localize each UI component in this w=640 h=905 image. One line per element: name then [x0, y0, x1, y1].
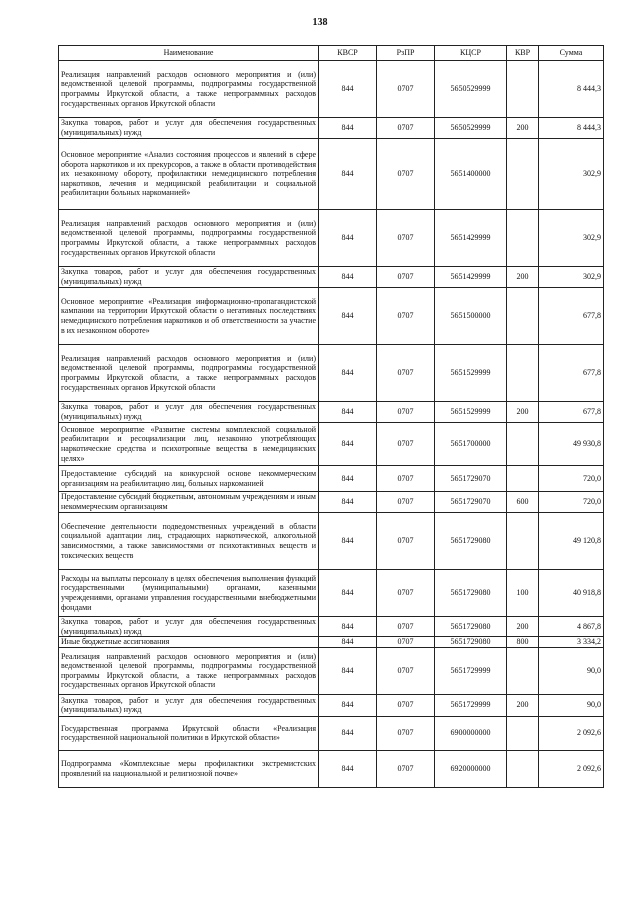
cell-sum: 90,0 [539, 694, 604, 716]
cell-kvr [507, 345, 539, 402]
header-name: Наименование [59, 46, 319, 61]
cell-kvr: 600 [507, 492, 539, 513]
cell-kvsr: 844 [319, 492, 377, 513]
cell-kvsr: 844 [319, 513, 377, 570]
table-row [59, 513, 604, 570]
cell-rzpr: 0707 [377, 288, 435, 345]
cell-rzpr: 0707 [377, 267, 435, 288]
cell-kvr [507, 513, 539, 570]
cell-kvr [507, 61, 539, 118]
cell-name: Реализация направлений расходов основного мероприятия и (или) ведомственной целевой программы, подпрограммы государственной программы Иркутской области, а также непрограммных расходов государственных органов Иркутской области [59, 210, 319, 267]
cell-sum: 302,9 [539, 139, 604, 210]
cell-kcsr: 5651729999 [435, 647, 507, 694]
header-rzpr: РзПР [377, 46, 435, 61]
cell-kcsr: 5650529999 [435, 61, 507, 118]
cell-kcsr: 5651529999 [435, 402, 507, 423]
cell-sum: 677,8 [539, 288, 604, 345]
cell-sum: 720,0 [539, 492, 604, 513]
header-row [59, 46, 604, 61]
cell-name: Иные бюджетные ассигнования [59, 637, 319, 648]
table-row [59, 694, 604, 716]
cell-kvsr: 844 [319, 267, 377, 288]
cell-kcsr: 5651729080 [435, 513, 507, 570]
cell-kcsr: 5651729080 [435, 617, 507, 637]
cell-kvr [507, 716, 539, 750]
table-row [59, 647, 604, 694]
cell-name: Закупка товаров, работ и услуг для обеспечения государственных (муниципальных) нужд [59, 694, 319, 716]
cell-rzpr: 0707 [377, 210, 435, 267]
cell-name: Закупка товаров, работ и услуг для обеспечения государственных (муниципальных) нужд [59, 402, 319, 423]
cell-name: Предоставление субсидий на конкурсной основе некоммерческим организациям на реабилитацию лиц, больных наркоманией [59, 466, 319, 492]
cell-sum: 677,8 [539, 345, 604, 402]
cell-rzpr: 0707 [377, 513, 435, 570]
cell-name: Закупка товаров, работ и услуг для обеспечения государственных (муниципальных) нужд [59, 617, 319, 637]
cell-kvr: 100 [507, 570, 539, 617]
cell-kvsr: 844 [319, 210, 377, 267]
cell-kcsr: 5651729080 [435, 570, 507, 617]
cell-kvr [507, 210, 539, 267]
cell-kvr: 800 [507, 637, 539, 648]
cell-kcsr: 5651700000 [435, 423, 507, 466]
table-row [59, 750, 604, 787]
page-number: 138 [312, 17, 328, 28]
cell-kvr [507, 750, 539, 787]
cell-kvr [507, 647, 539, 694]
cell-sum: 90,0 [539, 647, 604, 694]
header-kvsr: КВСР [319, 46, 377, 61]
cell-kcsr: 6920000000 [435, 750, 507, 787]
cell-name: Государственная программа Иркутской области «Реализация государственной национальной политики в Иркутской области» [59, 716, 319, 750]
table-row [59, 466, 604, 492]
cell-kvsr: 844 [319, 288, 377, 345]
cell-name: Закупка товаров, работ и услуг для обеспечения государственных (муниципальных) нужд [59, 118, 319, 139]
cell-rzpr: 0707 [377, 750, 435, 787]
cell-sum: 49 120,8 [539, 513, 604, 570]
cell-sum: 8 444,3 [539, 61, 604, 118]
cell-kvsr: 844 [319, 617, 377, 637]
cell-rzpr: 0707 [377, 617, 435, 637]
cell-rzpr: 0707 [377, 716, 435, 750]
cell-kvr: 200 [507, 267, 539, 288]
cell-kcsr: 5651729070 [435, 466, 507, 492]
table-body [59, 61, 604, 788]
cell-rzpr: 0707 [377, 647, 435, 694]
cell-sum: 49 930,8 [539, 423, 604, 466]
cell-kvr [507, 288, 539, 345]
cell-sum: 2 092,6 [539, 716, 604, 750]
cell-kvsr: 844 [319, 637, 377, 648]
cell-name: Реализация направлений расходов основного мероприятия и (или) ведомственной целевой программы, подпрограммы государственной программы Иркутской области, а также непрограммных расходов государственных органов Иркутской области [59, 61, 319, 118]
cell-name: Основное мероприятие «Развитие системы комплексной социальной реабилитации и ресоциализации лиц, незаконно употребляющих наркотические средства и психотропные вещества в немедицинских целях» [59, 423, 319, 466]
cell-kvsr: 844 [319, 118, 377, 139]
cell-kvr [507, 423, 539, 466]
cell-kvr [507, 466, 539, 492]
cell-kvsr: 844 [319, 750, 377, 787]
table-row [59, 267, 604, 288]
table-row [59, 637, 604, 648]
cell-kvsr: 844 [319, 139, 377, 210]
header-kcsr: КЦСР [435, 46, 507, 61]
cell-kcsr: 5651729070 [435, 492, 507, 513]
cell-rzpr: 0707 [377, 423, 435, 466]
table-row [59, 288, 604, 345]
cell-rzpr: 0707 [377, 139, 435, 210]
cell-sum: 2 092,6 [539, 750, 604, 787]
cell-kvsr: 844 [319, 570, 377, 617]
cell-name: Основное мероприятие «Реализация информационно-пропагандистской кампании на территории Иркутской области о негативных последствиях немедицинского потребления наркотиков и об ответственности за участие в их незаконном обороте» [59, 288, 319, 345]
cell-sum: 720,0 [539, 466, 604, 492]
cell-rzpr: 0707 [377, 61, 435, 118]
cell-kvsr: 844 [319, 466, 377, 492]
cell-sum: 4 867,8 [539, 617, 604, 637]
cell-kvr: 200 [507, 402, 539, 423]
table-row [59, 118, 604, 139]
cell-kvsr: 844 [319, 402, 377, 423]
cell-name: Закупка товаров, работ и услуг для обеспечения государственных (муниципальных) нужд [59, 267, 319, 288]
cell-kvsr: 844 [319, 694, 377, 716]
cell-name: Реализация направлений расходов основного мероприятия и (или) ведомственной целевой программы, подпрограммы государственной программы Иркутской области, а также непрограммных расходов государственных органов Иркутской области [59, 345, 319, 402]
table-row [59, 139, 604, 210]
cell-kcsr: 5651429999 [435, 210, 507, 267]
cell-sum: 3 334,2 [539, 637, 604, 648]
cell-kcsr: 5651729080 [435, 637, 507, 648]
cell-kvr: 200 [507, 617, 539, 637]
cell-kcsr: 5651500000 [435, 288, 507, 345]
cell-rzpr: 0707 [377, 637, 435, 648]
cell-sum: 8 444,3 [539, 118, 604, 139]
cell-kcsr: 5651729999 [435, 694, 507, 716]
table-row [59, 61, 604, 118]
cell-name: Расходы на выплаты персоналу в целях обеспечения выполнения функций государственными (муниципальными) органами, казенными учреждениями, органами управления государственными внебюджетными фондами [59, 570, 319, 617]
cell-rzpr: 0707 [377, 570, 435, 617]
cell-kcsr: 6900000000 [435, 716, 507, 750]
cell-kvsr: 844 [319, 716, 377, 750]
header-kvr: КВР [507, 46, 539, 61]
cell-rzpr: 0707 [377, 118, 435, 139]
table-header [59, 46, 604, 61]
table-row [59, 402, 604, 423]
table-row [59, 210, 604, 267]
cell-kvsr: 844 [319, 423, 377, 466]
cell-kvsr: 844 [319, 647, 377, 694]
cell-kvr: 200 [507, 118, 539, 139]
cell-sum: 302,9 [539, 267, 604, 288]
table-row [59, 617, 604, 637]
cell-kvsr: 844 [319, 61, 377, 118]
cell-kcsr: 5651429999 [435, 267, 507, 288]
cell-kvsr: 844 [319, 345, 377, 402]
cell-name: Обеспечение деятельности подведомственных учреждений в области социальной адаптации лиц, страдающих наркотической, алкогольной зависимостями, а также зависимостями от психотактивных веществ и токсических веществ [59, 513, 319, 570]
header-sum: Сумма [539, 46, 604, 61]
cell-rzpr: 0707 [377, 466, 435, 492]
cell-rzpr: 0707 [377, 694, 435, 716]
cell-name: Предоставление субсидий бюджетным, автономным учреждениям и иным некоммерческим организациям [59, 492, 319, 513]
table-row [59, 492, 604, 513]
table-row [59, 570, 604, 617]
cell-kcsr: 5651529999 [435, 345, 507, 402]
cell-sum: 302,9 [539, 210, 604, 267]
budget-table [58, 45, 604, 788]
table-row [59, 345, 604, 402]
cell-name: Основное мероприятие «Анализ состояния процессов и явлений в сфере оборота наркотиков и их прекурсоров, а также в области противодействия их незаконному обороту, профилактики немедицинского потребления наркотиков, лечения и медицинской реабилитации и социальной реабилитации больных наркоманией» [59, 139, 319, 210]
cell-kvr: 200 [507, 694, 539, 716]
table-row [59, 423, 604, 466]
cell-kcsr: 5650529999 [435, 118, 507, 139]
cell-kcsr: 5651400000 [435, 139, 507, 210]
table-row [59, 716, 604, 750]
cell-sum: 40 918,8 [539, 570, 604, 617]
cell-rzpr: 0707 [377, 492, 435, 513]
cell-kvr [507, 139, 539, 210]
cell-name: Реализация направлений расходов основного мероприятия и (или) ведомственной целевой программы, подпрограммы государственной программы Иркутской области, а также непрограммных расходов государственных органов Иркутской области [59, 647, 319, 694]
cell-rzpr: 0707 [377, 345, 435, 402]
cell-rzpr: 0707 [377, 402, 435, 423]
cell-sum: 677,8 [539, 402, 604, 423]
cell-name: Подпрограмма «Комплексные меры профилактики экстремистских проявлений на национальной и религиозной почве» [59, 750, 319, 787]
